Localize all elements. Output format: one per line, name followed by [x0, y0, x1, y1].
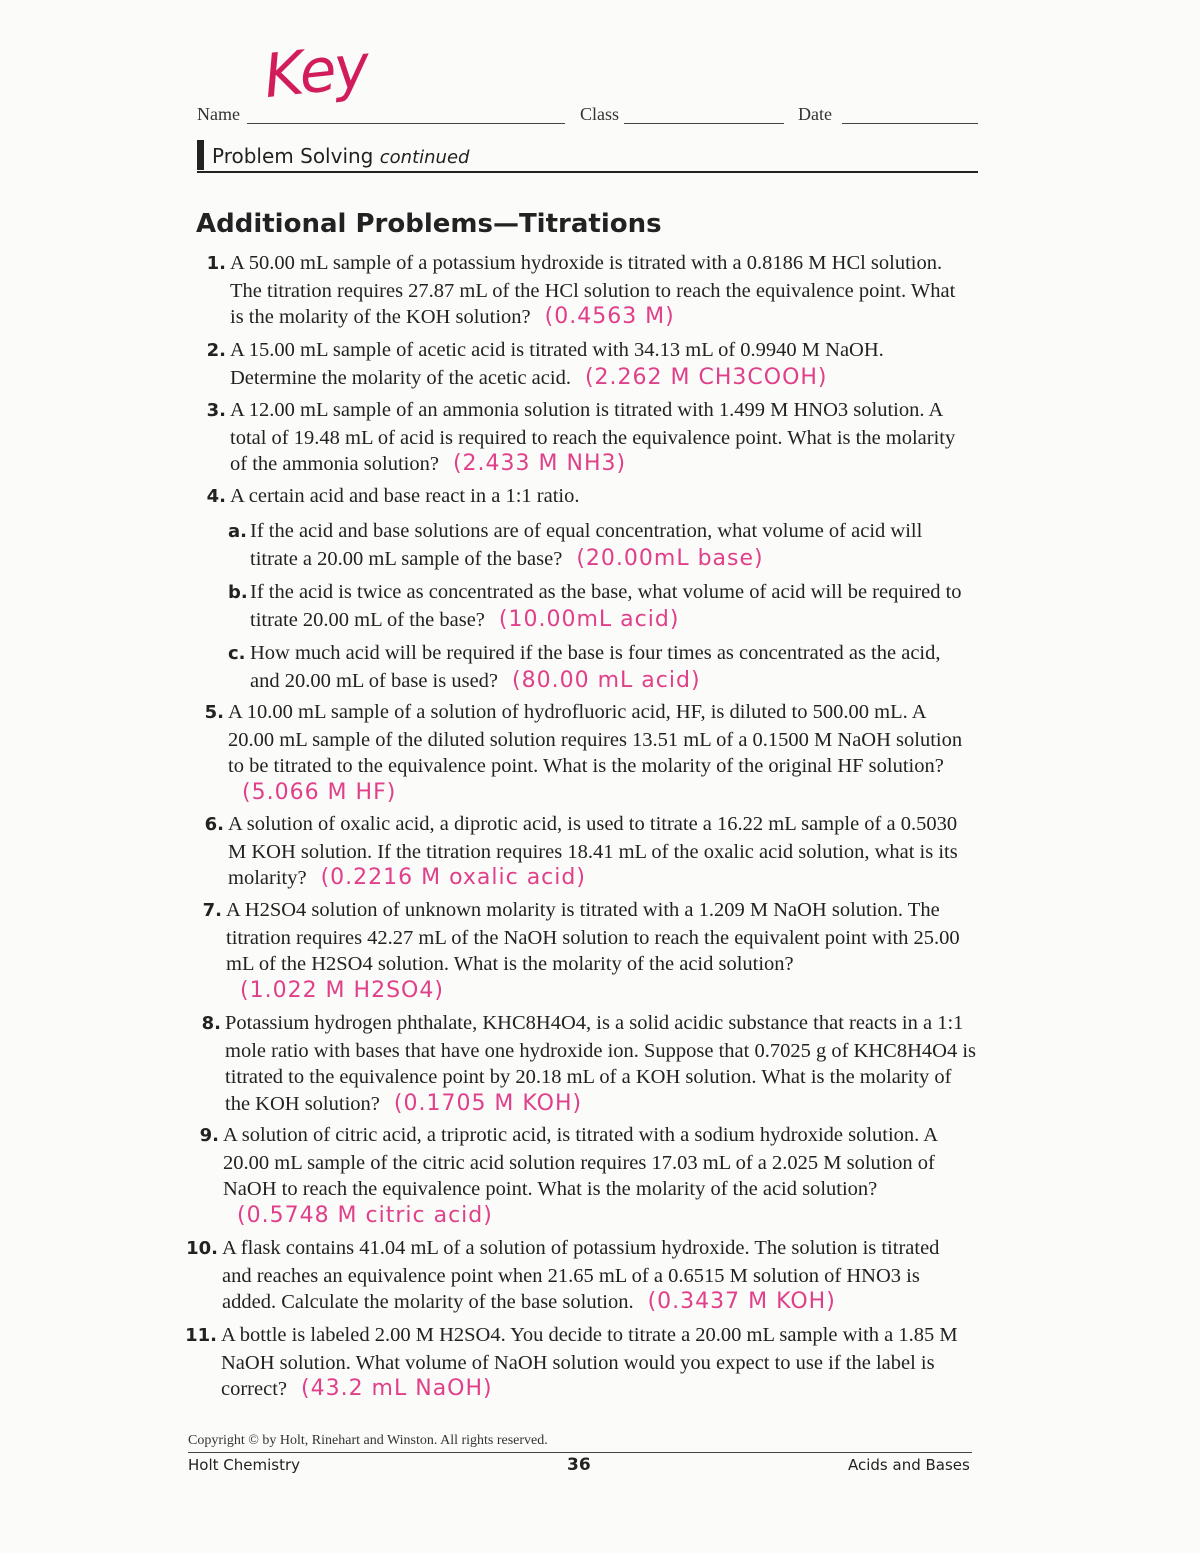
question-11 [185, 1322, 971, 1403]
question-number: 2. [206, 340, 226, 361]
page-number: 36 [567, 1455, 591, 1475]
question-number: 8. [201, 1013, 221, 1034]
question-4c [228, 640, 975, 694]
answer: (5.066 M HF) [242, 779, 397, 805]
question-text: A flask contains 41.04 mL of a solution of potassium hydroxide. The solution is titrated and reaches an equivalence point when 21.65 mL of a 0.6515 M solution of HNO3 is added. Calculate the molarity of the base solution. [222, 1237, 940, 1313]
class-line [624, 123, 784, 124]
answer: (2.433 M NH3) [452, 451, 627, 476]
answer: (1.022 M H2SO4) [240, 977, 444, 1003]
question-6 [204, 811, 968, 892]
answer: (2.262 M CH3COOH) [584, 364, 828, 390]
answer: (20.00mL base) [576, 545, 764, 571]
question-text: A solution of oxalic acid, a diprotic acid, is used to titrate a 16.22 mL sample of a 0.5030 M KOH solution. If the titration requires 18.41 mL of the oxalic acid solution, what is its molarity? [228, 813, 958, 889]
footer-left: Holt Chemistry [188, 1456, 301, 1474]
question-text: A 15.00 mL sample of acetic acid is titrated with 34.13 mL of 0.9940 M NaOH. Determine the molarity of the acetic acid. [230, 339, 884, 389]
section-suffix: continued [379, 147, 470, 168]
question-text: A bottle is labeled 2.00 M H2SO4. You decide to titrate a 20.00 mL sample with a 1.85 M NaOH solution. What volume of NaOH solution would you expect to use if the label is correct? [221, 1324, 958, 1400]
question-text: Potassium hydrogen phthalate, KHC8H4O4, is a solid acidic substance that reacts in a 1:1 mole ratio with bases that have one hydroxide ion. Suppose that 0.7025 g of KHC8H4O4 is titrated to the equivalence point by 20.18 mL of a KOH solution. What is the molarity of the KOH solution? [225, 1012, 976, 1115]
question-letter: c. [228, 643, 246, 664]
section-heading [212, 144, 469, 168]
question-text: A solution of citric acid, a triprotic acid, is titrated with a sodium hydroxide solution. A 20.00 mL sample of the citric acid solution requires 17.03 mL of a 2.025 M solution of NaOH to reach the equivalence point. What is the molarity of the acid solution? [223, 1124, 937, 1200]
copyright: Copyright © by Holt, Rinehart and Winston. All rights reserved. [188, 1433, 548, 1448]
question-text: A 12.00 mL sample of an ammonia solution is titrated with 1.499 M HNO3 solution. A total of 19.48 mL of acid is required to reach the equivalence point. What is the molarity of the ammonia solution? [230, 399, 956, 475]
question-10 [186, 1235, 967, 1316]
class-label: Class [580, 104, 620, 124]
question-text: A H2SO4 solution of unknown molarity is titrated with a 1.209 M NaOH solution. The titration requires 42.27 mL of the NaOH solution to reach the equivalent point with 25.00 mL of the H2SO4 solution. What is the molarity of the acid solution? [226, 899, 960, 975]
question-2 [206, 337, 970, 391]
question-text: A 10.00 mL sample of a solution of hydrofluoric acid, HF, is diluted to 500.00 mL. A 20.00 mL sample of the diluted solution requires 13.51 mL of a 0.1500 M NaOH solution to be titrated to the equivalence point. What is the molarity of the original HF solution? [228, 701, 963, 777]
question-text: A certain acid and base react in a 1:1 ratio. [230, 485, 580, 507]
date-label: Date [798, 104, 832, 124]
question-text: If the acid is twice as concentrated as the base, what volume of acid will be required to titrate 20.00 mL of the base? [250, 581, 962, 631]
question-4 [206, 483, 970, 511]
date-line [842, 123, 978, 124]
answer: (80.00 mL acid) [512, 667, 701, 693]
question-text: A 50.00 mL sample of a potassium hydroxide is titrated with a 0.8186 M HCl solution. The titration requires 27.87 mL of the HCl solution to reach the equivalence point. What is the molarity of the KOH solution? [230, 252, 956, 328]
page-title: Additional Problems—Titrations [196, 209, 662, 239]
section-title: Problem Solving [212, 144, 374, 168]
answer: (10.00mL acid) [498, 606, 680, 632]
question-number: 3. [206, 400, 226, 421]
question-text: How much acid will be required if the base is four times as concentrated as the acid, and 20.00 mL of base is used? [250, 642, 941, 692]
answer: (0.5748 M citric acid) [237, 1202, 493, 1228]
key-handwriting: Key [260, 31, 372, 112]
question-8 [201, 1010, 980, 1117]
question-number: 4. [206, 486, 226, 507]
question-number: 9. [199, 1125, 219, 1146]
question-9 [199, 1122, 973, 1229]
question-number: 7. [202, 900, 222, 921]
question-number: 6. [204, 814, 224, 835]
question-1 [206, 250, 970, 331]
question-text: If the acid and base solutions are of equal concentration, what volume of acid will titrate a 20.00 mL sample of the base? [250, 520, 923, 570]
question-5 [204, 699, 963, 806]
question-4b [228, 579, 975, 633]
section-rule [197, 171, 978, 173]
answer: (0.4563 M) [544, 304, 675, 329]
question-letter: b. [228, 582, 248, 603]
answer: (0.2216 M oxalic acid) [320, 865, 586, 890]
footer-rule [188, 1452, 972, 1453]
question-4a [228, 518, 970, 572]
footer-right: Acids and Bases [848, 1456, 970, 1474]
name-line [247, 123, 565, 124]
question-number: 5. [204, 702, 224, 723]
name-label: Name [197, 104, 240, 124]
question-number: 11. [185, 1325, 217, 1346]
answer: (0.1705 M KOH) [393, 1090, 583, 1116]
question-number: 10. [186, 1238, 218, 1259]
question-number: 1. [206, 253, 226, 274]
section-bar [197, 140, 204, 170]
question-3 [206, 397, 975, 478]
question-7 [202, 897, 976, 1004]
answer: (0.3437 M KOH) [647, 1289, 836, 1314]
answer: (43.2 mL NaOH) [301, 1376, 493, 1401]
question-letter: a. [228, 521, 247, 542]
